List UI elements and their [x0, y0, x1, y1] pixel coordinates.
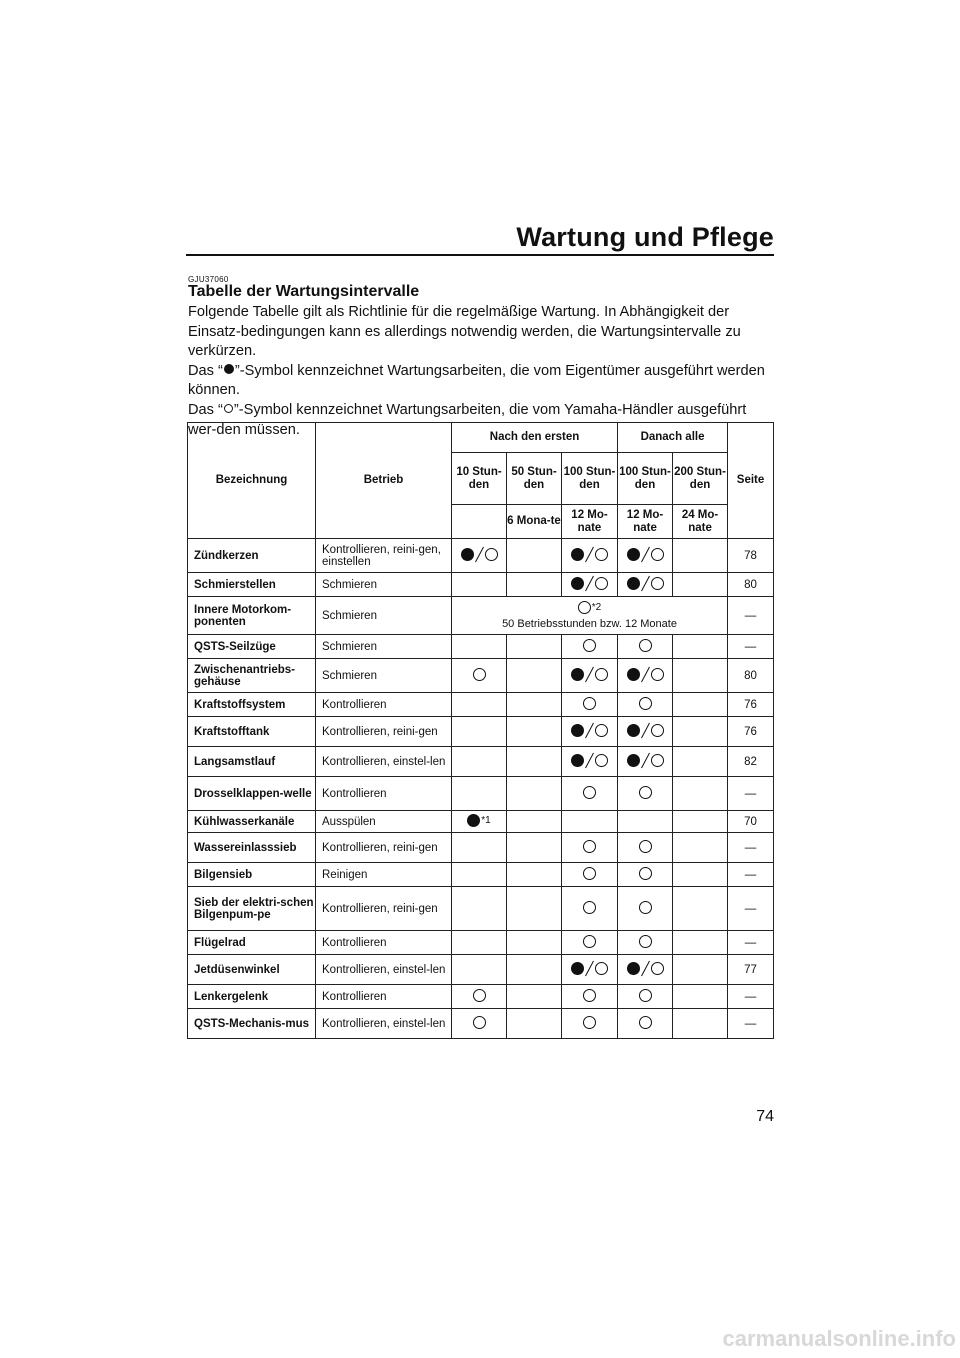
interval-cell [507, 659, 562, 693]
open-circle-icon [639, 867, 652, 880]
interval-cell [562, 747, 618, 777]
interval-cell [562, 717, 618, 747]
col-header-months: 24 Mo-nate [673, 505, 728, 539]
interval-mark [571, 753, 608, 768]
interval-cell [618, 833, 673, 863]
interval-cell [452, 777, 507, 811]
interval-cell [507, 863, 562, 887]
interval-mark [583, 697, 596, 710]
open-circle-icon [583, 639, 596, 652]
interval-cell [673, 931, 728, 955]
slash-icon [641, 547, 650, 562]
table-row [188, 955, 774, 985]
open-circle-icon [583, 840, 596, 853]
row-page: — [728, 863, 774, 887]
interval-mark [467, 814, 490, 827]
slash-icon [585, 753, 594, 768]
table-row [188, 863, 774, 887]
table-row [188, 833, 774, 863]
filled-circle-icon [627, 548, 640, 561]
row-operation: Schmieren [316, 597, 452, 635]
slash-icon [585, 547, 594, 562]
interval-mark [627, 576, 664, 591]
filled-circle-icon [627, 668, 640, 681]
table-row [188, 811, 774, 833]
row-operation: Kontrollieren [316, 693, 452, 717]
open-circle-icon [651, 668, 664, 681]
interval-cell [507, 1009, 562, 1039]
open-circle-icon [224, 404, 233, 413]
row-operation: Reinigen [316, 863, 452, 887]
interval-mark [639, 989, 652, 1002]
table-row [188, 985, 774, 1009]
interval-cell [507, 693, 562, 717]
interval-cell [452, 573, 507, 597]
page-header-title: Wartung und Pflege [516, 222, 774, 252]
interval-mark [627, 961, 664, 976]
filled-circle-icon [627, 724, 640, 737]
open-circle-icon [651, 577, 664, 590]
row-page: — [728, 833, 774, 863]
interval-cell [673, 811, 728, 833]
interval-cell [562, 1009, 618, 1039]
row-operation: Kontrollieren, einstel-len [316, 747, 452, 777]
filled-circle-icon [571, 577, 584, 590]
table-row [188, 777, 774, 811]
row-name: QSTS-Seilzüge [188, 635, 316, 659]
interval-mark [627, 723, 664, 738]
interval-cell [618, 1009, 673, 1039]
interval-cell [673, 693, 728, 717]
interval-mark [583, 786, 596, 799]
open-circle-icon [583, 697, 596, 710]
page-number: 74 [756, 1108, 774, 1125]
interval-cell [618, 811, 673, 833]
header-row-1 [188, 423, 774, 453]
maintenance-table [187, 422, 774, 1039]
open-circle-icon [639, 697, 652, 710]
interval-cell [673, 659, 728, 693]
filled-circle-icon [461, 548, 474, 561]
filled-circle-icon [571, 962, 584, 975]
intro-2-post: ”-Symbol kennzeichnet Wartungsarbeiten, die vom Eigentümer ausgeführt werden können. [188, 362, 765, 399]
interval-cell [507, 747, 562, 777]
table-row [188, 1009, 774, 1039]
interval-mark [627, 753, 664, 768]
open-circle-icon [473, 989, 486, 1002]
open-circle-icon [473, 668, 486, 681]
interval-cell [507, 811, 562, 833]
interval-cell [452, 659, 507, 693]
watermark: carmanualsonline.info [722, 1326, 956, 1351]
open-circle-icon [651, 754, 664, 767]
slash-icon [585, 961, 594, 976]
row-operation: Ausspülen [316, 811, 452, 833]
interval-cell [452, 811, 507, 833]
interval-cell [562, 811, 618, 833]
interval-cell [673, 833, 728, 863]
open-circle-icon [583, 1016, 596, 1029]
interval-cell [673, 747, 728, 777]
open-circle-icon [595, 724, 608, 737]
row-page: 70 [728, 811, 774, 833]
table-row [188, 659, 774, 693]
row-page: — [728, 931, 774, 955]
interval-mark [639, 639, 652, 652]
interval-cell [673, 539, 728, 573]
row-operation: Schmieren [316, 573, 452, 597]
section-title: Tabelle der Wartungsintervalle [188, 283, 420, 300]
row-operation: Kontrollieren, reini-gen [316, 717, 452, 747]
interval-cell [562, 955, 618, 985]
row-operation: Kontrollieren, einstel-len [316, 1009, 452, 1039]
row-operation: Kontrollieren, reini-gen, einstellen [316, 539, 452, 573]
interval-cell [562, 863, 618, 887]
col-header-page: Seite [728, 423, 774, 539]
interval-cell [618, 573, 673, 597]
filled-circle-icon [571, 548, 584, 561]
table-row [188, 887, 774, 931]
table-row [188, 597, 774, 635]
interval-cell [673, 863, 728, 887]
interval-mark [639, 840, 652, 853]
slash-icon [585, 576, 594, 591]
slash-icon [585, 723, 594, 738]
interval-cell [562, 635, 618, 659]
interval-cell [562, 777, 618, 811]
interval-cell [618, 887, 673, 931]
intro-text [188, 303, 778, 440]
interval-mark [583, 901, 596, 914]
slash-icon [585, 667, 594, 682]
open-circle-icon [583, 935, 596, 948]
row-name: Wassereinlasssieb [188, 833, 316, 863]
interval-mark [627, 547, 664, 562]
interval-cell [452, 833, 507, 863]
open-circle-icon [639, 840, 652, 853]
interval-cell [562, 887, 618, 931]
intro-paragraph-1: Folgende Tabelle gilt als Richtlinie für die regelmäßige Wartung. In Abhängigkeit der Einsatz-bedingungen kann es allerdings notwendig werden, die Wartungsintervalle zu verkürzen. [188, 304, 741, 360]
col-header-hours: 100 Stun-den [562, 453, 618, 505]
interval-cell [452, 747, 507, 777]
interval-cell [673, 717, 728, 747]
row-name: Kraftstoffsystem [188, 693, 316, 717]
interval-mark [639, 901, 652, 914]
row-operation: Kontrollieren [316, 985, 452, 1009]
slash-icon [475, 547, 484, 562]
interval-cell [618, 931, 673, 955]
interval-cell [507, 833, 562, 863]
slash-icon [641, 667, 650, 682]
row-name: Kühlwasserkanäle [188, 811, 316, 833]
interval-mark [583, 639, 596, 652]
row-operation: Schmieren [316, 635, 452, 659]
interval-cell [452, 887, 507, 931]
col-header-months: 12 Mo-nate [618, 505, 673, 539]
col-group-every: Danach alle [618, 423, 728, 453]
interval-cell [562, 833, 618, 863]
interval-cell [673, 573, 728, 597]
interval-mark [583, 989, 596, 1002]
open-circle-icon [473, 1016, 486, 1029]
span-interval-cell [452, 597, 728, 635]
table-row [188, 693, 774, 717]
col-header-hours: 10 Stun-den [452, 453, 507, 505]
interval-mark [571, 667, 608, 682]
interval-cell [562, 573, 618, 597]
row-name: Jetdüsenwinkel [188, 955, 316, 985]
row-page: 76 [728, 693, 774, 717]
row-name: Zündkerzen [188, 539, 316, 573]
interval-cell [452, 539, 507, 573]
table-row [188, 931, 774, 955]
open-circle-icon [583, 786, 596, 799]
interval-cell [452, 717, 507, 747]
interval-mark [639, 697, 652, 710]
col-header-months: 6 Mona-te [507, 505, 562, 539]
filled-circle-icon [571, 668, 584, 681]
interval-cell [618, 747, 673, 777]
interval-cell [673, 887, 728, 931]
interval-cell [618, 985, 673, 1009]
open-circle-icon [639, 1016, 652, 1029]
interval-cell [562, 539, 618, 573]
open-circle-icon [639, 989, 652, 1002]
interval-cell [618, 863, 673, 887]
filled-circle-icon [467, 814, 480, 827]
row-page: — [728, 985, 774, 1009]
header-rule [186, 254, 774, 256]
row-page: — [728, 635, 774, 659]
open-circle-icon [651, 724, 664, 737]
open-circle-icon [639, 786, 652, 799]
interval-mark [571, 723, 608, 738]
intro-3-pre: Das “ [188, 401, 223, 418]
interval-mark [473, 1016, 486, 1029]
interval-mark [571, 576, 608, 591]
row-page: 80 [728, 659, 774, 693]
table-row [188, 539, 774, 573]
footnote-ref: *2 [591, 602, 602, 613]
row-name: Kraftstofftank [188, 717, 316, 747]
interval-mark [461, 547, 498, 562]
intro-3-post: ”-Symbol kennzeichnet Wartungsarbeiten, die vom Yamaha-Händler ausgeführt wer-den müssen. [188, 401, 747, 438]
interval-cell [507, 573, 562, 597]
row-operation: Kontrollieren [316, 777, 452, 811]
interval-cell [562, 931, 618, 955]
interval-cell [452, 985, 507, 1009]
interval-cell [452, 693, 507, 717]
interval-cell [673, 777, 728, 811]
row-page: 82 [728, 747, 774, 777]
row-name: Schmierstellen [188, 573, 316, 597]
interval-mark [473, 668, 486, 681]
interval-mark [571, 961, 608, 976]
open-circle-icon [583, 901, 596, 914]
col-header-months [452, 505, 507, 539]
interval-cell [618, 539, 673, 573]
slash-icon [641, 753, 650, 768]
col-header-hours: 200 Stun-den [673, 453, 728, 505]
intro-2-pre: Das “ [188, 362, 223, 379]
filled-circle-icon [627, 962, 640, 975]
open-circle-icon [595, 548, 608, 561]
col-header-name: Bezeichnung [188, 423, 316, 539]
row-name: QSTS-Mechanis-mus [188, 1009, 316, 1039]
interval-mark [473, 989, 486, 1002]
interval-cell [507, 985, 562, 1009]
open-circle-icon [595, 962, 608, 975]
interval-cell [618, 693, 673, 717]
table-row [188, 635, 774, 659]
interval-cell [673, 985, 728, 1009]
row-page: — [728, 887, 774, 931]
interval-mark [578, 601, 601, 614]
interval-mark [627, 667, 664, 682]
interval-cell [618, 777, 673, 811]
row-page: 80 [728, 573, 774, 597]
interval-mark [639, 786, 652, 799]
interval-cell [507, 931, 562, 955]
interval-mark [583, 935, 596, 948]
row-name: Lenkergelenk [188, 985, 316, 1009]
slash-icon [641, 576, 650, 591]
filled-circle-icon [224, 364, 234, 374]
table-row [188, 717, 774, 747]
open-circle-icon [578, 601, 591, 614]
row-name: Bilgensieb [188, 863, 316, 887]
interval-cell [673, 955, 728, 985]
row-operation: Kontrollieren, einstel-len [316, 955, 452, 985]
interval-mark [639, 935, 652, 948]
interval-mark [639, 867, 652, 880]
table-row [188, 573, 774, 597]
slash-icon [641, 961, 650, 976]
open-circle-icon [583, 867, 596, 880]
open-circle-icon [639, 935, 652, 948]
row-name: Flügelrad [188, 931, 316, 955]
row-name: Drosselklappen-welle [188, 777, 316, 811]
col-header-hours: 100 Stun-den [618, 453, 673, 505]
footnote-ref: *1 [481, 814, 491, 826]
row-page: — [728, 777, 774, 811]
open-circle-icon [595, 577, 608, 590]
section-code: GJU37060 [188, 275, 229, 284]
row-operation: Kontrollieren [316, 931, 452, 955]
interval-cell [507, 539, 562, 573]
row-page: — [728, 597, 774, 635]
col-header-months: 12 Mo-nate [562, 505, 618, 539]
interval-cell [507, 955, 562, 985]
row-name: Langsamstlauf [188, 747, 316, 777]
open-circle-icon [485, 548, 498, 561]
row-page: — [728, 1009, 774, 1039]
interval-cell [452, 863, 507, 887]
interval-cell [452, 931, 507, 955]
interval-cell [507, 887, 562, 931]
filled-circle-icon [571, 724, 584, 737]
row-name: Sieb der elektri-schen Bilgenpum-pe [188, 887, 316, 931]
row-name: Innere Motorkom-ponenten [188, 597, 316, 635]
interval-cell [618, 635, 673, 659]
open-circle-icon [595, 754, 608, 767]
open-circle-icon [651, 962, 664, 975]
interval-cell [452, 1009, 507, 1039]
filled-circle-icon [627, 754, 640, 767]
interval-mark [639, 1016, 652, 1029]
row-page: 76 [728, 717, 774, 747]
interval-cell [618, 717, 673, 747]
col-header-operation: Betrieb [316, 423, 452, 539]
slash-icon [641, 723, 650, 738]
filled-circle-icon [627, 577, 640, 590]
col-header-hours: 50 Stun-den [507, 453, 562, 505]
row-name: Zwischenantriebs-gehäuse [188, 659, 316, 693]
row-operation: Kontrollieren, reini-gen [316, 833, 452, 863]
interval-cell [507, 635, 562, 659]
row-page: 78 [728, 539, 774, 573]
interval-cell [507, 717, 562, 747]
row-page: 77 [728, 955, 774, 985]
interval-mark [583, 840, 596, 853]
interval-cell [562, 659, 618, 693]
row-operation: Schmieren [316, 659, 452, 693]
interval-cell [507, 777, 562, 811]
intro-paragraph-2 [188, 362, 778, 401]
interval-cell [562, 693, 618, 717]
interval-cell [452, 955, 507, 985]
open-circle-icon [639, 639, 652, 652]
interval-cell [618, 659, 673, 693]
filled-circle-icon [571, 754, 584, 767]
interval-cell [562, 985, 618, 1009]
col-group-first: Nach den ersten [452, 423, 618, 453]
row-operation: Kontrollieren, reini-gen [316, 887, 452, 931]
open-circle-icon [595, 668, 608, 681]
table-row [188, 747, 774, 777]
open-circle-icon [651, 548, 664, 561]
span-note: 50 Betriebsstunden bzw. 12 Monate [502, 618, 677, 630]
open-circle-icon [639, 901, 652, 914]
interval-cell [452, 635, 507, 659]
interval-cell [673, 1009, 728, 1039]
interval-mark [571, 547, 608, 562]
interval-cell [618, 955, 673, 985]
interval-mark [583, 1016, 596, 1029]
interval-cell [673, 635, 728, 659]
open-circle-icon [583, 989, 596, 1002]
interval-mark [583, 867, 596, 880]
